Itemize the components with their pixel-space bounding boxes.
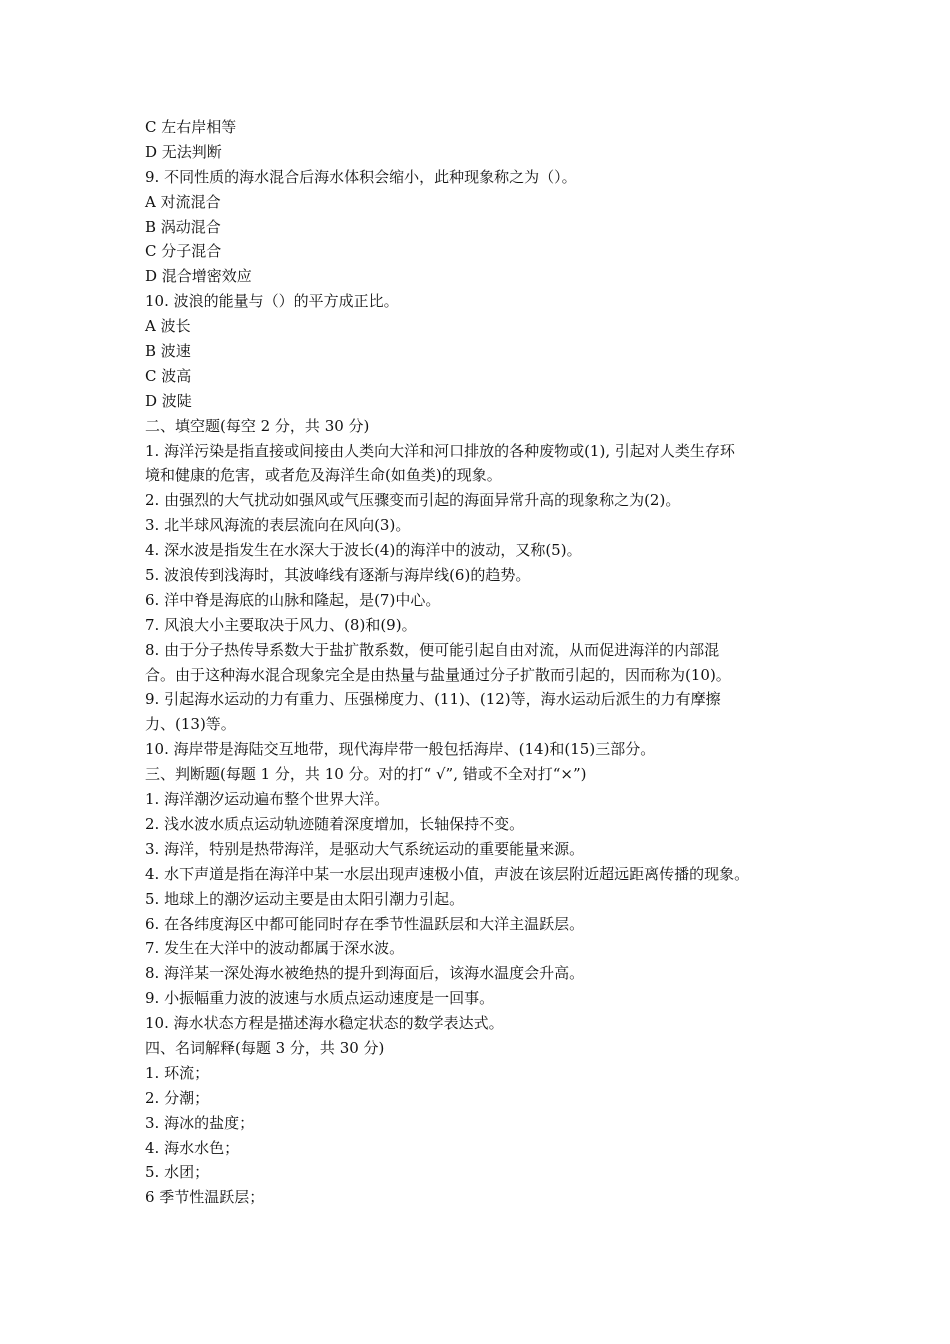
true-false-1: 1. 海洋潮汐运动遍布整个世界大洋。 [145, 790, 390, 809]
document-page [145, 115, 825, 1210]
fill-in-6: 6. 洋中脊是海底的山脉和隆起，是(7)中心。 [145, 590, 441, 609]
section-heading-true-false: 三、判断题(每题 1 分，共 10 分。对的打“ √”, 错或不全对打“×”) [145, 765, 587, 784]
section-heading-fill-in: 二、填空题(每空 2 分，共 30 分) [145, 416, 370, 435]
option-10d: D 波陡 [145, 391, 192, 410]
true-false-4: 4. 水下声道是指在海洋中某一水层出现声速极小值，声波在该层附近超远距离传播的现象。 [145, 864, 750, 883]
fill-in-10: 10. 海岸带是海陆交互地带，现代海岸带一般包括海岸、(14)和(15)三部分。 [145, 740, 656, 759]
fill-in-9-line-2: 力、(13)等。 [145, 715, 236, 734]
true-false-6: 6. 在各纬度海区中都可能同时存在季节性温跃层和大洋主温跃层。 [145, 914, 585, 933]
true-false-9: 9. 小振幅重力波的波速与水质点运动速度是一回事。 [145, 989, 495, 1008]
definition-2: 2. 分潮； [145, 1088, 210, 1107]
true-false-8: 8. 海洋某一深处海水被绝热的提升到海面后，该海水温度会升高。 [145, 964, 585, 983]
fill-in-4: 4. 深水波是指发生在水深大于波长(4)的海洋中的波动，又称(5)。 [145, 541, 582, 560]
fill-in-7: 7. 风浪大小主要取决于风力、(8)和(9)。 [145, 615, 417, 634]
fill-in-1-line-1: 1. 海洋污染是指直接或间接由人类向大洋和河口排放的各种废物或(1), 引起对人类生存环 [145, 441, 735, 460]
fill-in-3: 3. 北半球风海流的表层流向在风向(3)。 [145, 516, 411, 535]
option-10c: C 波高 [145, 366, 192, 385]
fill-in-8-line-1: 8. 由于分子热传导系数大于盐扩散系数，便可能引起自由对流，从而促进海洋的内部混 [145, 640, 720, 659]
true-false-2: 2. 浅水波水质点运动轨迹随着深度增加，长轴保持不变。 [145, 814, 525, 833]
section-heading-definitions: 四、名词解释(每题 3 分，共 30 分) [145, 1038, 385, 1057]
option-9c: C 分子混合 [145, 242, 222, 261]
option-8d: D 无法判断 [145, 142, 222, 161]
definition-6: 6 季节性温跃层； [145, 1188, 265, 1207]
true-false-10: 10. 海水状态方程是描述海水稳定状态的数学表达式。 [145, 1014, 504, 1033]
option-10b: B 波速 [145, 342, 191, 361]
question-10: 10. 波浪的能量与（）的平方成正比。 [145, 292, 399, 311]
option-9b: B 涡动混合 [145, 217, 221, 236]
definition-1: 1. 环流； [145, 1063, 210, 1082]
fill-in-9-line-1: 9. 引起海水运动的力有重力、压强梯度力、(11)、(12)等，海水运动后派生的力有摩擦 [145, 690, 721, 709]
option-10a: A 波长 [145, 317, 191, 336]
fill-in-1-line-2: 境和健康的危害，或者危及海洋生命(如鱼类)的现象。 [145, 466, 502, 485]
definition-4: 4. 海水水色； [145, 1138, 240, 1157]
option-9d: D 混合增密效应 [145, 267, 252, 286]
question-9: 9. 不同性质的海水混合后海水体积会缩小，此种现象称之为（）。 [145, 167, 577, 186]
true-false-5: 5. 地球上的潮汐运动主要是由太阳引潮力引起。 [145, 889, 465, 908]
definition-5: 5. 水团； [145, 1163, 210, 1182]
fill-in-5: 5. 波浪传到浅海时，其波峰线有逐渐与海岸线(6)的趋势。 [145, 566, 531, 585]
true-false-3: 3. 海洋，特别是热带海洋，是驱动大气系统运动的重要能量来源。 [145, 839, 585, 858]
definition-3: 3. 海冰的盐度； [145, 1113, 255, 1132]
true-false-7: 7. 发生在大洋中的波动都属于深水波。 [145, 939, 405, 958]
option-9a: A 对流混合 [145, 192, 221, 211]
fill-in-2: 2. 由强烈的大气扰动如强风或气压骤变而引起的海面异常升高的现象称之为(2)。 [145, 491, 681, 510]
fill-in-8-line-2: 合。由于这种海水混合现象完全是由热量与盐量通过分子扩散而引起的，因而称为(10)。 [145, 665, 731, 684]
option-8c: C 左右岸相等 [145, 118, 237, 136]
